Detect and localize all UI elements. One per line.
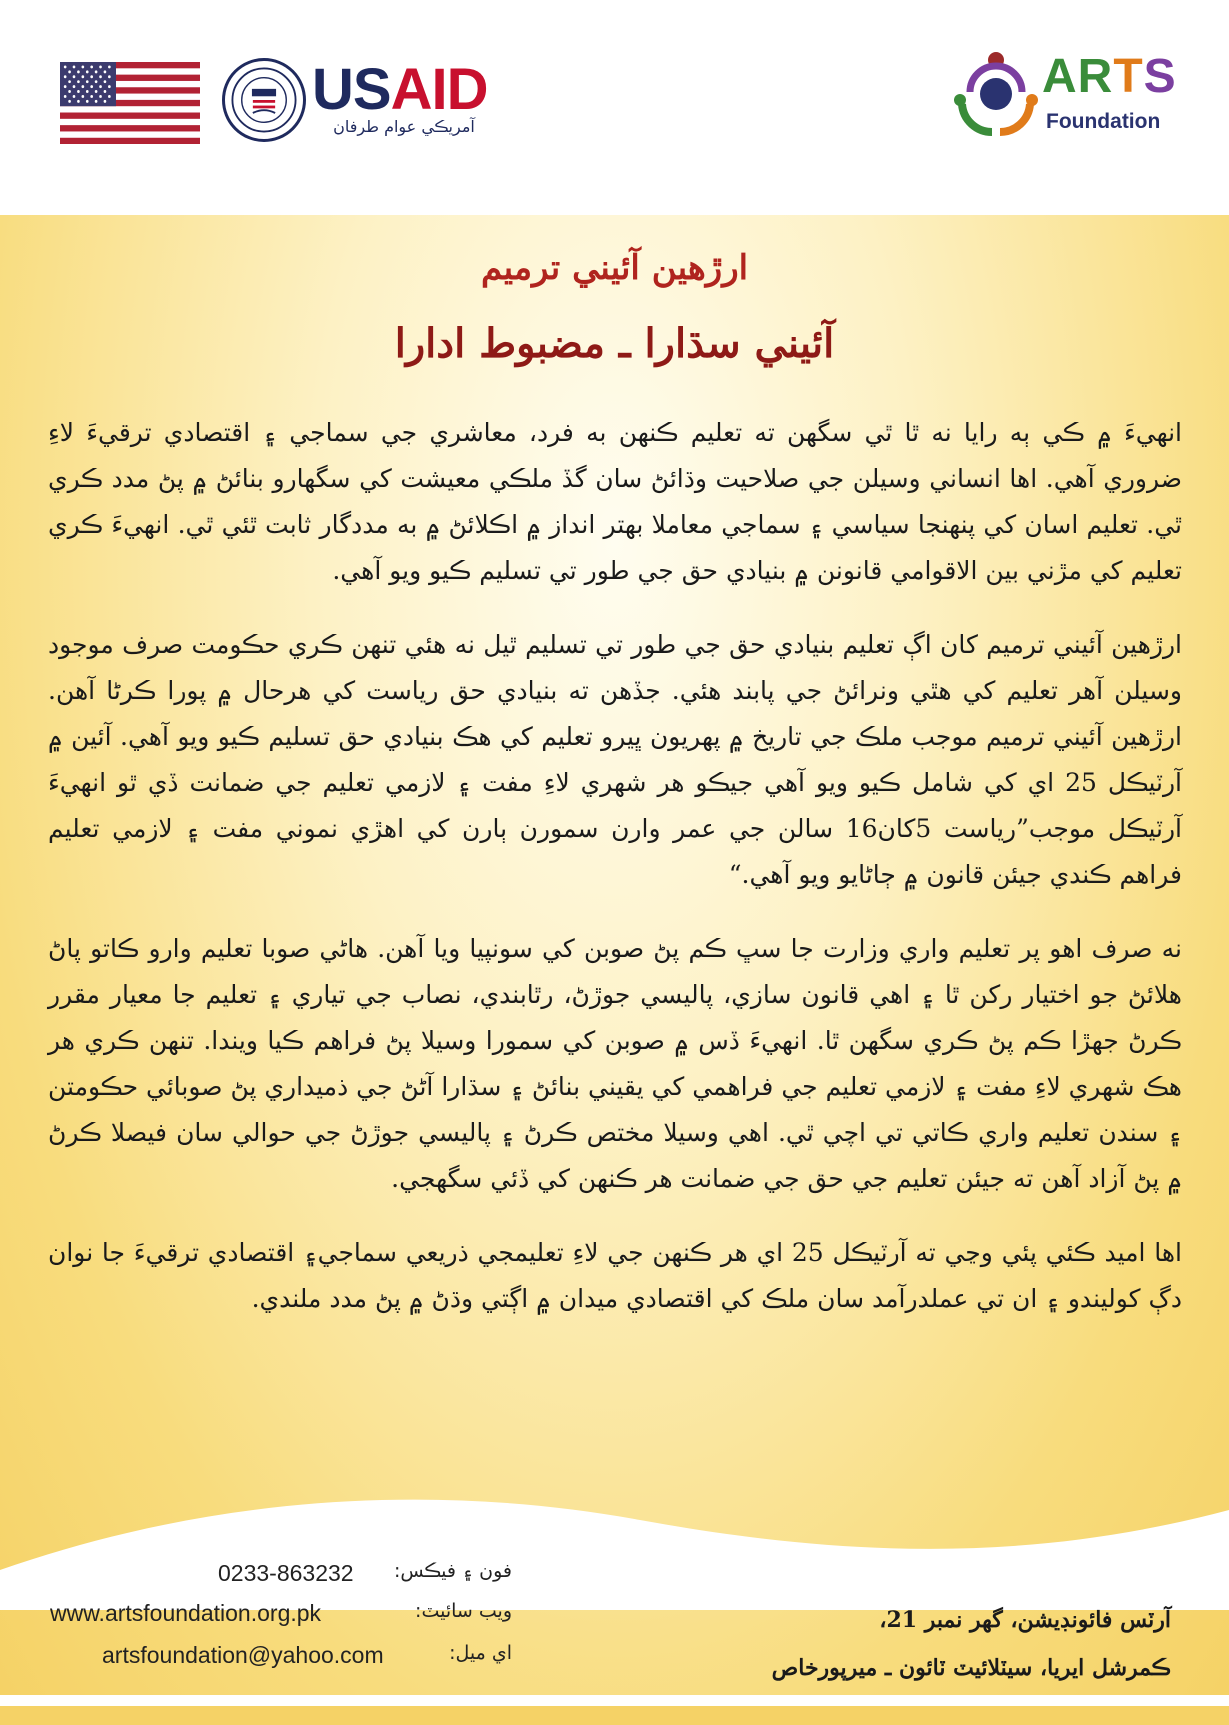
arts-foundation-logo-icon: [952, 48, 1040, 138]
contact-phone-row: [40, 1560, 520, 1594]
paragraph-3: نه صرف اهو پر تعليم واري وزارت جا سڀ ڪم پڻ صوبن کي سونپيا ويا آهن. هاڻي صوبا تعليم وارو ڪاتو پاڻ هلائڻ جو اختيار رکن ٿا ۽ اهي قانون سازي، پاليسي جوڙڻ، رٿابندي، نصاب جي تياري ۽ تعليم جا معيار مقرر ڪرڻ جهڙا ڪم پڻ ڪري سگهن ٿا. انهيءَ ڏس ۾ صوبن کي سمورا وسيلا پڻ فراهم ڪيا ويندا. تنهن ڪري هر هڪ شهري لاءِ مفت ۽ لازمي تعليم جي فراهمي کي يقيني بنائڻ ۽ سڌارا آڻڻ جي ذميداري پڻ صوبائي حڪومتن ۽ سندن تعليم واري ڪاتي تي اچي ٿي. اهي وسيلا مختص ڪرڻ ۽ پاليسي جوڙڻ جي حوالي سان فيصلا ڪرڻ ۾ پڻ آزاد آهن ته جيئن تعليم جي حق جي ضمانت هر ڪنهن کي ڏئي سگهجي.: [48, 934, 1182, 1193]
email-label: اي ميل:: [449, 1642, 512, 1664]
page-subtitle: آئيني سڌارا ـ مضبوط ادارا: [394, 320, 835, 367]
usaid-aid-text: AID: [390, 57, 488, 122]
usaid-tagline: آمريڪي عوام طرفان: [333, 117, 475, 136]
arts-s-text: S: [1143, 50, 1177, 103]
us-flag-icon: [60, 62, 200, 144]
bottom-bar: [0, 1706, 1229, 1725]
article-body: [48, 410, 1182, 1350]
arts-wordmark: [1042, 52, 1177, 102]
usaid-seal-icon: [222, 58, 306, 142]
address-line-1: آرٽس فائونڊيشن، گهر نمبر 21،: [879, 1607, 1171, 1633]
header: [0, 0, 1229, 215]
contact-email-row: [40, 1642, 520, 1676]
usaid-us-text: US: [312, 57, 391, 122]
paragraph-2: ارڙهين آئيني ترميم کان اڳ تعليم بنيادي حق جي طور تي تسليم ٿيل نه هئي تنهن ڪري حڪومت صرف موجود وسيلن آهر تعليم کي هٿي ونرائڻ جي پابند هئي. جڏهن ته بنيادي حق رياست کي هرحال ۾ پورا ڪرڻا آهن. ارڙهين آئيني ترميم موجب ملڪ جي تاريخ ۾ پهريون ڀيرو تعليم کي هڪ بنيادي حق تسليم ڪيو ويو آهي. آئين ۾ آرٽيڪل 25 اي کي شامل ڪيو ويو آهي جيڪو هر شهري لاءِ مفت ۽ لازمي تعليم جي ضمانت ڏي ٿو انهيءَ آرٽيڪل موجب”رياست 5کان16 سالن جي عمر وارن سمورن ٻارن کي اهڙي نموني مفت ۽ لازمي تعليم فراهم ڪندي جيئن قانون ۾ ڄاڻايو ويو آهي.“: [48, 630, 1183, 889]
website-link[interactable]: www.artsfoundation.org.pk: [50, 1600, 322, 1626]
website-label: ويب سائيٽ:: [415, 1600, 512, 1622]
phone-label: فون ۽ فيڪس:: [394, 1560, 512, 1582]
contact-web-row: [40, 1600, 520, 1634]
arts-t-text: T: [1113, 50, 1144, 103]
paragraph-1: انهيءَ ۾ ڪي ٻه رايا نه ٿا ٿي سگهن ته تعليم ڪنهن به فرد، معاشري جي سماجي ۽ اقتصادي ترقيءَ لاءِ ضروري آهي. اها انساني وسيلن جي صلاحيت وڌائڻ سان گڏ ملڪي معيشت کي سگهارو بنائڻ ۾ پڻ مدد ڪري ٿي. تعليم اسان کي پنهنجا سياسي ۽ سماجي معاملا بهتر انداز ۾ اڪلائڻ ۾ به مددگار ثابت ٿئي ٿي. انهيءَ ڪري تعليم کي مڙني بين الاقوامي قانونن ۾ بنيادي حق جي طور تي تسليم ڪيو ويو آهي.: [48, 418, 1182, 585]
paragraph-4: اها اميد ڪئي پئي وڃي ته آرٽيڪل 25 اي هر ڪنهن جي لاءِ تعليمجي ذريعي سماجي۽ اقتصادي ترقيءَ جا نوان دڳ کوليندو ۽ ان تي عملدرآمد سان ملڪ کي اقتصادي ميدان ۾ اڳتي وڌڻ ۾ پڻ مدد ملندي.: [48, 1238, 1182, 1313]
arts-foundation-label: Foundation: [1046, 110, 1161, 133]
address-block: [611, 1596, 1171, 1692]
arts-ar-text: AR: [1042, 50, 1114, 103]
address-line-2: ڪمرشل ايريا، سيٽلائيٽ ٽائون ـ ميرپورخاص: [771, 1655, 1171, 1681]
phone-value: 0233-863232: [218, 1560, 354, 1586]
usaid-wordmark: [312, 57, 488, 122]
email-link[interactable]: artsfoundation@yahoo.com: [102, 1642, 384, 1668]
page-title: ارڙهين آئيني ترميم: [480, 248, 749, 288]
